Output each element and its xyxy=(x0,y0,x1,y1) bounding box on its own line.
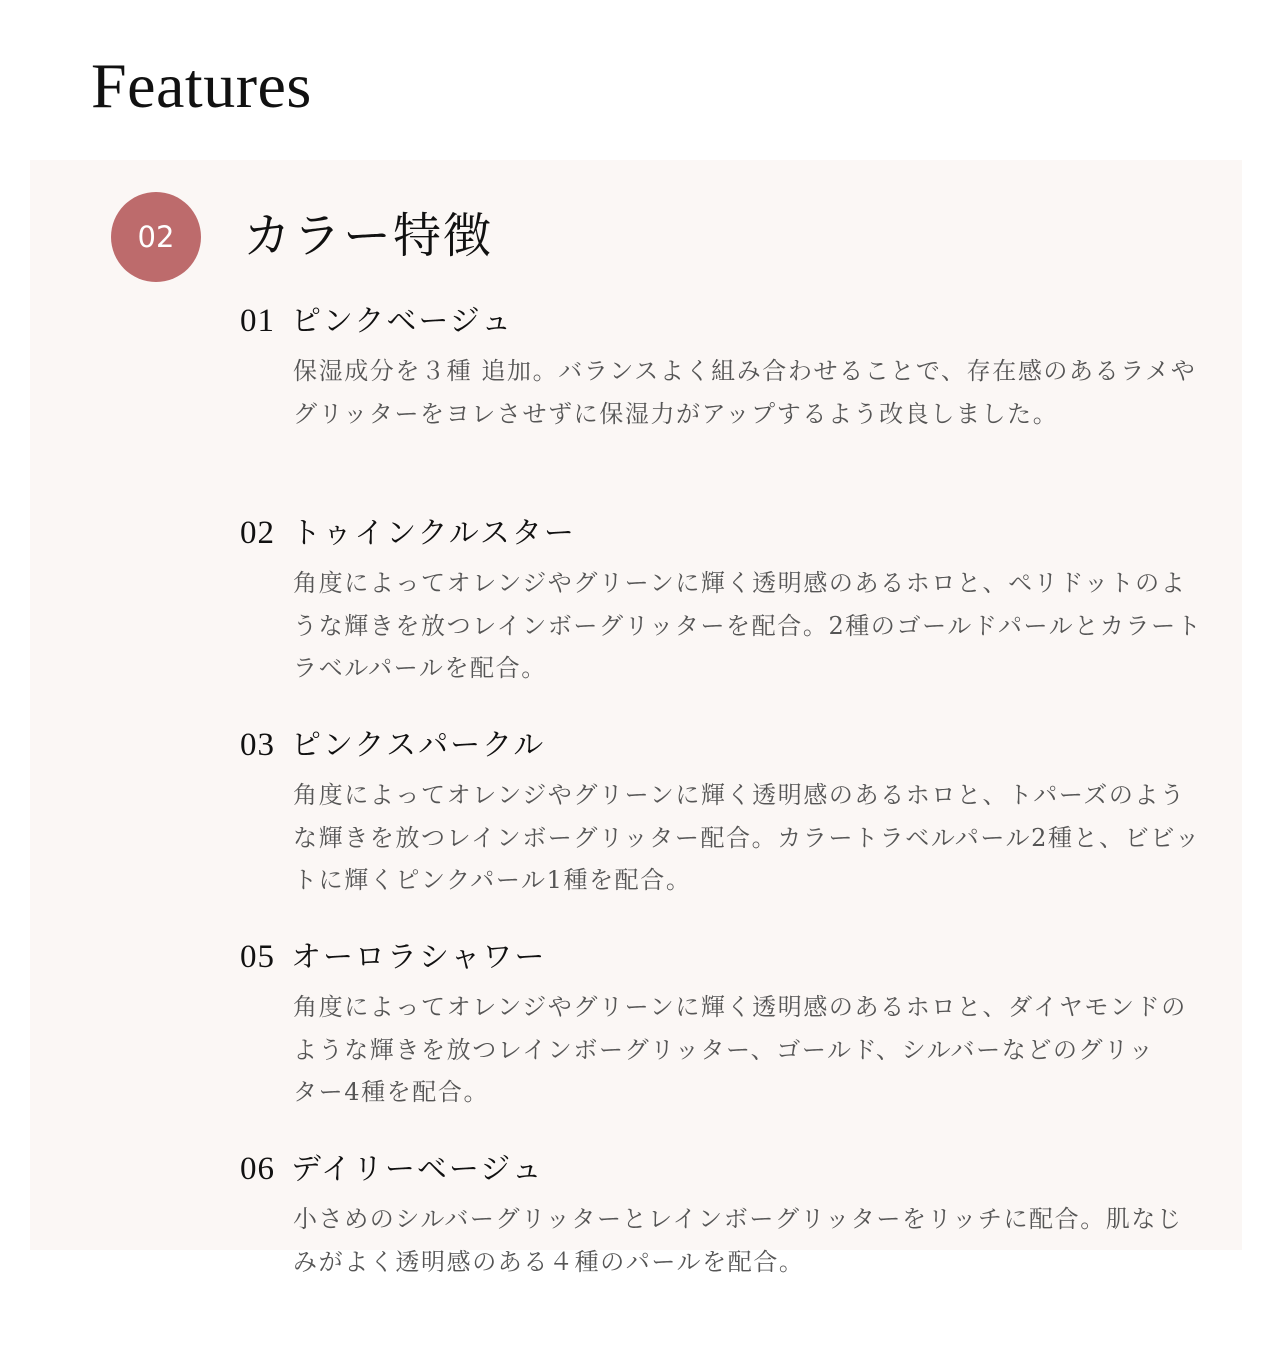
feature-item xyxy=(240,1148,1230,1360)
feature-number: 05 xyxy=(240,939,275,975)
description-line: みがよく透明感のある４種のパールを配合。 xyxy=(293,1247,805,1276)
feature-description xyxy=(240,774,1230,902)
feature-name: トゥインクルスター xyxy=(291,516,576,551)
description-line: 小さめのシルバーグリッターとレインボーグリッターをリッチに配合。肌なじ xyxy=(293,1205,1183,1233)
description-line: トに輝くピンクパール1種を配合。 xyxy=(293,866,692,894)
page-title: Features xyxy=(91,50,312,121)
description-line: ラベルパールを配合。 xyxy=(293,654,547,682)
feature-number: 06 xyxy=(240,1151,275,1187)
description-line: ター4種を配合。 xyxy=(293,1078,490,1106)
feature-heading xyxy=(240,724,1230,774)
feature-heading xyxy=(240,936,1230,986)
feature-number: 01 xyxy=(240,303,275,339)
description-line: 保湿成分を３種 追加。バランスよく組み合わせることで、存在感のあるラメや xyxy=(293,357,1197,385)
description-line: グリッターをヨレさせずに保湿力がアップするよう改良しました。 xyxy=(293,399,1059,428)
section-number-badge: 02 xyxy=(111,192,201,282)
feature-description xyxy=(240,562,1230,690)
feature-description xyxy=(240,1198,1230,1283)
feature-item xyxy=(240,724,1230,936)
feature-description xyxy=(240,986,1230,1114)
feature-heading xyxy=(240,512,1230,562)
description-line: 角度によってオレンジやグリーンに輝く透明感のあるホロと、ペリドットのよ xyxy=(293,569,1187,597)
feature-heading xyxy=(240,300,1230,350)
feature-description xyxy=(240,350,1230,435)
feature-name: ピンクベージュ xyxy=(291,304,514,339)
description-line: 角度によってオレンジやグリーンに輝く透明感のあるホロと、トパーズのよう xyxy=(293,781,1186,809)
description-line: うな輝きを放つレインボーグリッターを配合。2種のゴールドパールとカラート xyxy=(293,611,1203,640)
description-line: な輝きを放つレインボーグリッター配合。カラートラベルパール2種と、ビビッ xyxy=(293,823,1201,852)
feature-list xyxy=(240,300,1230,1360)
feature-name: オーロラシャワー xyxy=(291,940,547,975)
feature-name: ピンクスパークル xyxy=(291,728,546,763)
feature-heading xyxy=(240,1148,1230,1198)
feature-number: 03 xyxy=(240,727,275,763)
description-line: 角度によってオレンジやグリーンに輝く透明感のあるホロと、ダイヤモンドの xyxy=(293,993,1187,1021)
feature-panel xyxy=(30,160,1242,1276)
feature-item xyxy=(240,936,1230,1148)
feature-number: 02 xyxy=(240,515,275,551)
feature-item xyxy=(240,512,1230,724)
section-title: カラー特徴 xyxy=(243,208,494,264)
feature-item xyxy=(240,300,1230,512)
feature-name: デイリーベージュ xyxy=(291,1152,544,1187)
description-line: ような輝きを放つレインボーグリッター、ゴールド、シルバーなどのグリッ xyxy=(293,1035,1155,1064)
